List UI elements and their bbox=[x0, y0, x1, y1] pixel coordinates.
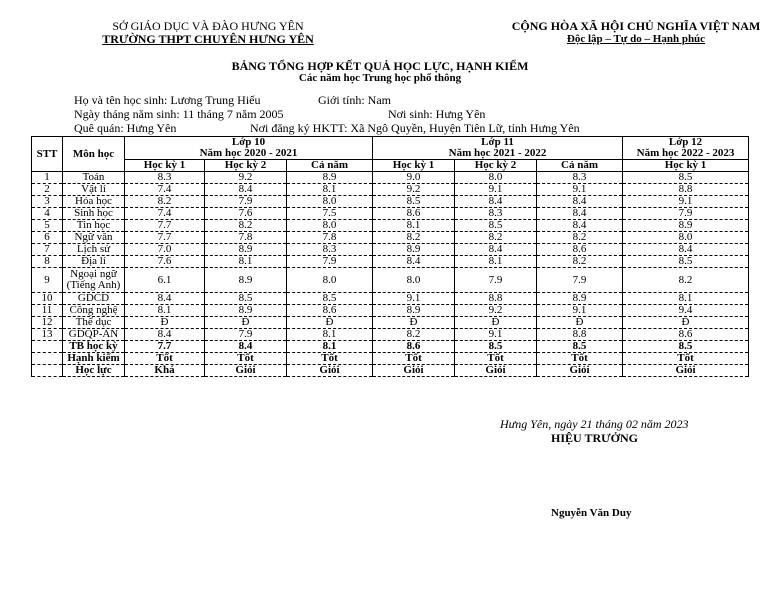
grade-cell: 8.0 bbox=[623, 232, 749, 244]
summary-blank bbox=[32, 341, 63, 353]
subject-name: Toán bbox=[63, 172, 125, 184]
grade-cell: 9.2 bbox=[205, 172, 287, 184]
table-row bbox=[32, 305, 749, 317]
grade-cell: 8.2 bbox=[455, 232, 537, 244]
table-row bbox=[32, 220, 749, 232]
table-row bbox=[32, 184, 749, 196]
subject-name: Địa lí bbox=[63, 256, 125, 268]
summary-value: Tốt bbox=[205, 353, 287, 365]
table-row bbox=[32, 208, 749, 220]
row-number: 3 bbox=[32, 196, 63, 208]
summary-value: Giỏi bbox=[373, 365, 455, 377]
grade-cell: 8.5 bbox=[287, 293, 373, 305]
national-title: CỘNG HÒA XÃ HỘI CHỦ NGHĨA VIỆT NAM bbox=[511, 19, 761, 33]
summary-value: Tốt bbox=[537, 353, 623, 365]
grade-cell: 8.4 bbox=[455, 196, 537, 208]
grade-cell: 9.1 bbox=[455, 184, 537, 196]
grade-cell: 8.5 bbox=[373, 196, 455, 208]
grade-cell: 8.9 bbox=[537, 293, 623, 305]
grade-cell: 7.9 bbox=[287, 256, 373, 268]
summary-value: Giỏi bbox=[537, 365, 623, 377]
row-number: 7 bbox=[32, 244, 63, 256]
summary-blank bbox=[32, 365, 63, 377]
subheader: Học kỳ 1 bbox=[623, 160, 749, 172]
grade-cell: 7.7 bbox=[125, 220, 205, 232]
grade-cell: 7.5 bbox=[287, 208, 373, 220]
grade-cell: 8.9 bbox=[373, 244, 455, 256]
grade-cell: 7.0 bbox=[125, 244, 205, 256]
row-number: 13 bbox=[32, 329, 63, 341]
grade-cell: 8.4 bbox=[623, 244, 749, 256]
grade-cell: 8.2 bbox=[537, 256, 623, 268]
subject-name: Tin học bbox=[63, 220, 125, 232]
header-grade10 bbox=[125, 137, 373, 160]
grade-cell: 8.5 bbox=[623, 256, 749, 268]
summary-value: 8.1 bbox=[287, 341, 373, 353]
grade-cell: Đ bbox=[125, 317, 205, 329]
table-row bbox=[32, 196, 749, 208]
grade-cell: 8.8 bbox=[537, 329, 623, 341]
summary-row bbox=[32, 341, 749, 353]
grade-cell: 9.0 bbox=[373, 172, 455, 184]
grade-cell: 8.1 bbox=[373, 220, 455, 232]
grade-cell: 9.4 bbox=[623, 305, 749, 317]
row-number: 12 bbox=[32, 317, 63, 329]
grade-cell: 8.2 bbox=[623, 268, 749, 293]
grade-cell: 8.2 bbox=[373, 329, 455, 341]
grade-cell: 8.8 bbox=[455, 293, 537, 305]
row-number: 1 bbox=[32, 172, 63, 184]
agency-name: SỞ GIÁO DỤC VÀ ĐÀO HƯNG YÊN bbox=[112, 19, 304, 33]
grade-cell: 8.5 bbox=[623, 172, 749, 184]
grade-cell: 8.0 bbox=[373, 268, 455, 293]
table-row bbox=[32, 293, 749, 305]
grade-cell: 8.5 bbox=[455, 220, 537, 232]
row-number: 11 bbox=[32, 305, 63, 317]
summary-value: 8.4 bbox=[205, 341, 287, 353]
row-number: 8 bbox=[32, 256, 63, 268]
summary-value: Giỏi bbox=[455, 365, 537, 377]
grade-cell: 8.4 bbox=[125, 329, 205, 341]
row-number: 6 bbox=[32, 232, 63, 244]
grade-cell: 9.1 bbox=[623, 196, 749, 208]
signer-name: Nguyễn Văn Duy bbox=[551, 507, 632, 519]
grade-cell: 8.6 bbox=[287, 305, 373, 317]
grade-cell: 7.9 bbox=[455, 268, 537, 293]
grade-cell: 8.0 bbox=[455, 172, 537, 184]
summary-value: 7.7 bbox=[125, 341, 205, 353]
grade-cell: 8.1 bbox=[125, 305, 205, 317]
summary-value: Tốt bbox=[623, 353, 749, 365]
summary-value: Giỏi bbox=[287, 365, 373, 377]
summary-row bbox=[32, 353, 749, 365]
grade-cell: 8.1 bbox=[205, 256, 287, 268]
grade-cell: Đ bbox=[373, 317, 455, 329]
grade-cell: 8.5 bbox=[205, 293, 287, 305]
table-row bbox=[32, 172, 749, 184]
row-number: 2 bbox=[32, 184, 63, 196]
grade-cell: 7.9 bbox=[205, 196, 287, 208]
grade-cell: 8.0 bbox=[287, 268, 373, 293]
grade11-label: Lớp 11 bbox=[481, 136, 514, 148]
table-row bbox=[32, 268, 749, 293]
summary-value: Khá bbox=[125, 365, 205, 377]
subheader: Cả năm bbox=[537, 160, 623, 172]
grade-cell: 8.9 bbox=[623, 220, 749, 232]
grade10-label: Lớp 10 bbox=[231, 136, 266, 148]
summary-label: Học lực bbox=[63, 365, 125, 377]
subject-name: Hóa học bbox=[63, 196, 125, 208]
header-grade12 bbox=[623, 137, 749, 160]
grade-cell: 6.1 bbox=[125, 268, 205, 293]
signer-role: HIỆU TRƯỞNG bbox=[551, 431, 639, 445]
subheader: Học kỳ 1 bbox=[125, 160, 205, 172]
grade-cell: 8.9 bbox=[287, 172, 373, 184]
grade-cell: 8.6 bbox=[537, 244, 623, 256]
grade-cell: 7.9 bbox=[205, 329, 287, 341]
grade-cell: 9.1 bbox=[373, 293, 455, 305]
grade-cell: 8.0 bbox=[287, 196, 373, 208]
grade-cell: Đ bbox=[205, 317, 287, 329]
subject-name: Thể dục bbox=[63, 317, 125, 329]
summary-label: Hạnh kiểm bbox=[63, 353, 125, 365]
subject-name: GDCD bbox=[63, 293, 125, 305]
grade12-year: Năm học 2022 - 2023 bbox=[636, 147, 735, 159]
grade-cell: 8.3 bbox=[537, 172, 623, 184]
student-residence: Nơi đăng ký HKTT: Xã Ngô Quyền, Huyện Tiên Lữ, tỉnh Hưng Yên bbox=[250, 121, 580, 135]
grade-cell: 8.4 bbox=[125, 293, 205, 305]
grade-cell: 8.4 bbox=[205, 184, 287, 196]
summary-value: Giỏi bbox=[205, 365, 287, 377]
summary-value: Tốt bbox=[287, 353, 373, 365]
document-subtitle: Các năm học Trung học phổ thông bbox=[298, 72, 462, 84]
grade-cell: 8.4 bbox=[455, 244, 537, 256]
grade-cell: 8.4 bbox=[537, 208, 623, 220]
header-stt: STT bbox=[32, 137, 63, 172]
subject-name: GDQP-AN bbox=[63, 329, 125, 341]
grade10-year: Năm học 2020 - 2021 bbox=[199, 147, 298, 159]
grade-cell: 9.1 bbox=[537, 305, 623, 317]
grade-cell: 7.4 bbox=[125, 184, 205, 196]
summary-value: 8.5 bbox=[455, 341, 537, 353]
grade-cell: 8.0 bbox=[287, 220, 373, 232]
student-birthplace: Nơi sinh: Hưng Yên bbox=[388, 107, 486, 121]
grade-cell: 8.1 bbox=[287, 184, 373, 196]
grade-cell: 8.4 bbox=[373, 256, 455, 268]
grade-cell: 8.4 bbox=[537, 220, 623, 232]
summary-value: 8.5 bbox=[537, 341, 623, 353]
grade-cell: 9.2 bbox=[373, 184, 455, 196]
subject-name: Ngoại ngữ (Tiếng Anh) bbox=[63, 268, 125, 293]
table-row bbox=[32, 317, 749, 329]
summary-value: Tốt bbox=[125, 353, 205, 365]
row-number: 9 bbox=[32, 268, 63, 293]
header-subject: Môn học bbox=[63, 137, 125, 172]
grade-cell: 8.6 bbox=[623, 329, 749, 341]
table-row bbox=[32, 232, 749, 244]
grade-cell: 9.1 bbox=[537, 184, 623, 196]
subject-name: Ngữ văn bbox=[63, 232, 125, 244]
grade-cell: 8.2 bbox=[205, 220, 287, 232]
grade-cell: Đ bbox=[287, 317, 373, 329]
grade-cell: 7.8 bbox=[287, 232, 373, 244]
grade-cell: 8.1 bbox=[455, 256, 537, 268]
subheader: Cả năm bbox=[287, 160, 373, 172]
grade-cell: 8.3 bbox=[125, 172, 205, 184]
table-row bbox=[32, 244, 749, 256]
grade-cell: 8.1 bbox=[623, 293, 749, 305]
grade-cell: 7.9 bbox=[537, 268, 623, 293]
grade-cell: 8.9 bbox=[205, 268, 287, 293]
grade-cell: 8.9 bbox=[373, 305, 455, 317]
summary-value: Tốt bbox=[455, 353, 537, 365]
row-number: 4 bbox=[32, 208, 63, 220]
grade-cell: 8.3 bbox=[287, 244, 373, 256]
summary-value: 8.6 bbox=[373, 341, 455, 353]
national-motto: Độc lập – Tự do – Hạnh phúc bbox=[566, 33, 706, 45]
summary-label: TB học kỳ bbox=[63, 341, 125, 353]
grade-cell: 8.8 bbox=[623, 184, 749, 196]
table-row bbox=[32, 256, 749, 268]
subject-name: Lịch sử bbox=[63, 244, 125, 256]
school-name: TRƯỜNG THPT CHUYÊN HƯNG YÊN bbox=[102, 32, 314, 46]
grade-cell: 7.6 bbox=[125, 256, 205, 268]
grade-cell: 7.6 bbox=[205, 208, 287, 220]
grade-cell: 8.2 bbox=[125, 196, 205, 208]
grade-cell: 7.9 bbox=[623, 208, 749, 220]
subheader: Học kỳ 2 bbox=[455, 160, 537, 172]
subject-name: Vật lí bbox=[63, 184, 125, 196]
grade-cell: 8.6 bbox=[373, 208, 455, 220]
row-number: 10 bbox=[32, 293, 63, 305]
table-row bbox=[32, 329, 749, 341]
subject-name: Công nghệ bbox=[63, 305, 125, 317]
grade-cell: 8.2 bbox=[373, 232, 455, 244]
subheader: Học kỳ 1 bbox=[373, 160, 455, 172]
grade-cell: 8.9 bbox=[205, 244, 287, 256]
subject-name: Sinh học bbox=[63, 208, 125, 220]
grade-cell: 7.7 bbox=[125, 232, 205, 244]
grade12-label: Lớp 12 bbox=[668, 136, 703, 148]
student-dob: Ngày tháng năm sinh: 11 tháng 7 năm 2005 bbox=[74, 107, 284, 121]
summary-value: 8.5 bbox=[623, 341, 749, 353]
summary-value: Tốt bbox=[373, 353, 455, 365]
summary-value: Giỏi bbox=[623, 365, 749, 377]
grade-cell: 7.4 bbox=[125, 208, 205, 220]
grade-cell: 9.1 bbox=[455, 329, 537, 341]
grade-cell: 8.2 bbox=[537, 232, 623, 244]
summary-blank bbox=[32, 353, 63, 365]
grade-cell: Đ bbox=[455, 317, 537, 329]
grade-cell: 8.4 bbox=[537, 196, 623, 208]
grade-cell: 9.2 bbox=[455, 305, 537, 317]
row-number: 5 bbox=[32, 220, 63, 232]
summary-row bbox=[32, 365, 749, 377]
grade-cell: 7.8 bbox=[205, 232, 287, 244]
grade-cell: 8.3 bbox=[455, 208, 537, 220]
grade-cell: 8.9 bbox=[205, 305, 287, 317]
document-title: BẢNG TỔNG HỢP KẾT QUẢ HỌC LỰC, HẠNH KIỂM bbox=[231, 59, 529, 73]
student-hometown: Quê quán: Hưng Yên bbox=[74, 121, 177, 135]
grade-cell: Đ bbox=[623, 317, 749, 329]
sign-date: Hưng Yên, ngày 21 tháng 02 năm 2023 bbox=[500, 417, 689, 431]
header-grade11 bbox=[373, 137, 623, 160]
grade-cell: 8.1 bbox=[287, 329, 373, 341]
student-gender: Giới tính: Nam bbox=[318, 93, 392, 107]
grade11-year: Năm học 2021 - 2022 bbox=[448, 147, 547, 159]
subheader: Học kỳ 2 bbox=[205, 160, 287, 172]
grade-cell: Đ bbox=[537, 317, 623, 329]
student-name: Họ và tên học sinh: Lương Trung Hiếu bbox=[74, 93, 261, 107]
grades-table bbox=[31, 136, 749, 377]
